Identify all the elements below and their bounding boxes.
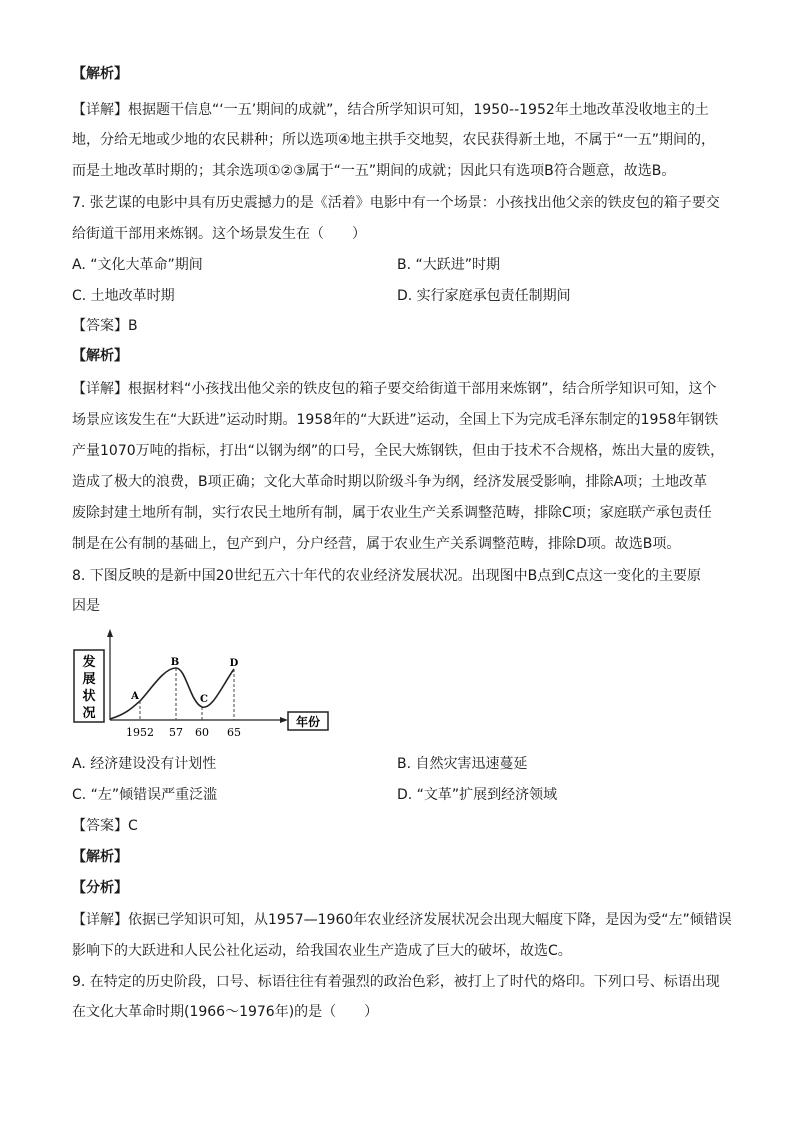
- q8-detail-line-2: 影响下的大跃进和人民公社化运动，给我国农业生产造成了巨大的破坏，故选C。: [72, 943, 572, 959]
- q8-detail-line-1: 【详解】依据已学知识可知，从1957—1960年农业经济发展状况会出现大幅度下降，是因为受“左”倾错误: [72, 912, 732, 928]
- ylabel-char-4: 况: [82, 706, 96, 721]
- q7-detail-line-5: 废除封建土地所有制，实行农民土地所有制，属于农业生产关系调整范畴，排除C项；家庭联产承包责任: [72, 505, 712, 521]
- q7-option-c: C. 土地改革时期: [72, 288, 175, 304]
- q6-analysis-tag: 【解析】: [72, 66, 128, 82]
- q8-option-a: A. 经济建设没有计划性: [72, 756, 217, 772]
- q6-detail-line-2: 地，分给无地或少地的农民耕种；所以选项④地主拱手交地契，农民获得新土地，不属于“一五”期间的，: [72, 132, 716, 148]
- point-label-c: C: [200, 694, 208, 705]
- development-curve: [110, 668, 234, 719]
- ylabel-char-3: 状: [82, 689, 96, 704]
- q6-detail-line-3: 而是土地改革时期的；其余选项①②③属于“一五”期间的成就；因此只有选项B符合题意，故选B。: [72, 163, 676, 179]
- xlabel-text: 年份: [295, 715, 321, 729]
- tick-label-1952: 1952: [126, 726, 154, 739]
- q8-option-d: D. “文革”扩展到经济领域: [397, 787, 558, 803]
- q6-detail-line-1: 【详解】根据题干信息“‘一五’期间的成就”，结合所学知识可知，1950--1952年土地改革没收地主的土: [72, 102, 709, 118]
- q8-analysis-tag: 【解析】: [72, 849, 128, 865]
- q7-detail-line-4: 造成了极大的浪费，B项正确；文化大革命时期以阶级斗争为纲，经济发展受影响，排除A项；土地改革: [72, 474, 708, 490]
- q7-detail-line-1: 【详解】根据材料“小孩找出他父亲的铁皮包的箱子要交给街道干部用来炼钢”，结合所学知识可知，这个: [72, 381, 717, 397]
- q7-option-d: D. 实行家庭承包责任制期间: [397, 288, 571, 304]
- ylabel-char-1: 发: [82, 655, 96, 670]
- q7-option-b: B. “大跃进”时期: [397, 257, 501, 273]
- q7-detail-line-6: 制是在公有制的基础上，包产到户，分户经营，属于农业生产关系调整范畴，排除D项。故选B项。: [72, 536, 681, 552]
- q8-stem-line-1: 8. 下图反映的是新中国20世纪五六十年代的农业经济发展状况。出现图中B点到C点这一变化的主要原: [72, 568, 701, 584]
- q7-answer: 【答案】B: [72, 318, 138, 334]
- q7-option-a: A. “文化大革命”期间: [72, 257, 203, 273]
- point-label-a: A: [131, 691, 139, 702]
- tick-label-60: 60: [195, 726, 209, 739]
- q8-answer: 【答案】C: [72, 818, 138, 834]
- y-axis-arrow: [107, 629, 113, 637]
- q7-detail-line-2: 场景应该发生在“大跃进”运动时期。1958年的“大跃进”运动，全国上下为完成毛泽东制定的1958年钢铁: [72, 412, 719, 428]
- q9-stem-line-1: 9. 在特定的历史阶段，口号、标语往往有着强烈的政治色彩，被打上了时代的烙印。下列口号、标语出现: [72, 974, 720, 990]
- ylabel-char-2: 展: [82, 672, 96, 687]
- tick-label-57: 57: [169, 726, 183, 739]
- q8-option-c: C. “左”倾错误严重泛滥: [72, 787, 218, 803]
- q7-stem-line-2: 给街道干部用来炼钢。这个场景发生在（ ）: [72, 226, 366, 242]
- point-label-b: B: [170, 657, 180, 668]
- x-axis-arrow: [280, 717, 288, 723]
- q8-fenxi-tag: 【分析】: [72, 880, 128, 896]
- q8-stem-line-2: 因是: [72, 598, 100, 614]
- agriculture-development-chart: [72, 628, 332, 740]
- q9-stem-line-2: 在文化大革命时期(1966～1976年)的是（ ）: [72, 1004, 379, 1020]
- q7-detail-line-3: 产量1070万吨的指标，打出“以钢为纲”的口号，全民大炼钢铁，但由于技术不合规格，炼出大量的废铁，: [72, 443, 725, 459]
- q7-analysis-tag: 【解析】: [72, 348, 128, 364]
- tick-label-65: 65: [227, 726, 241, 739]
- q7-stem-line-1: 7. 张艺谋的电影中具有历史震撼力的是《活着》电影中有一个场景：小孩找出他父亲的铁皮包的箱子要交: [72, 195, 720, 211]
- point-label-d: D: [229, 658, 239, 669]
- q8-option-b: B. 自然灾害迅速蔓延: [397, 756, 528, 772]
